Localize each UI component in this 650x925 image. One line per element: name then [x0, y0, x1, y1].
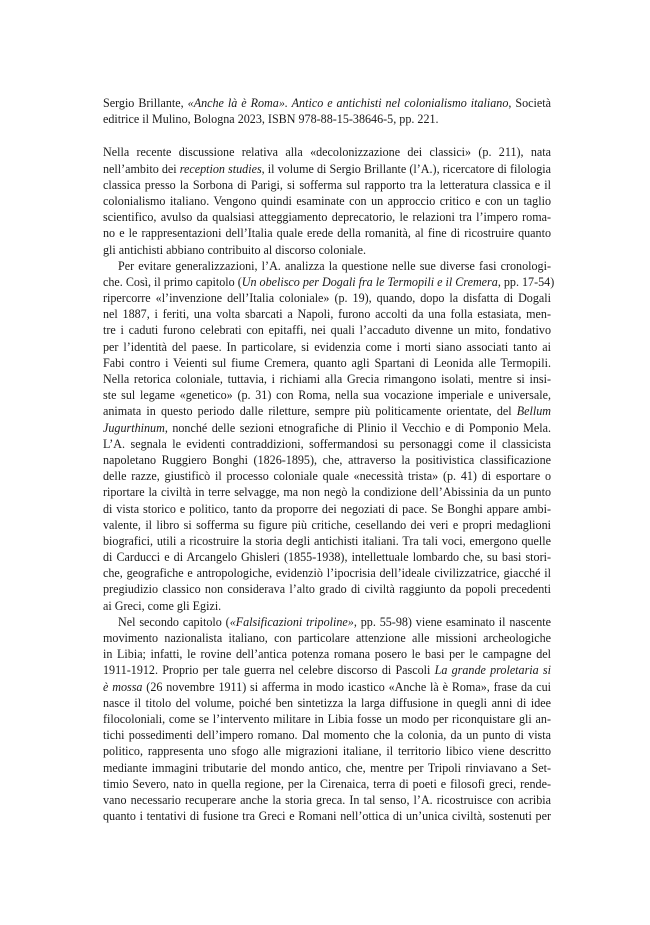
text-run: tre i caduti furono celebrati con epitaffi, nei quali l’accaduto divenne un mito, fondativo	[103, 323, 551, 338]
text-run: scientifico, avulso da qualsiasi atteggiamento deprecatorio, le relazioni tra l’impero roma-	[103, 210, 551, 225]
body-line	[103, 646, 551, 662]
text-run: gli antichisti abbiano contribuito al discorso coloniale.	[103, 242, 366, 257]
text-run: biografici, utili a ricostruire la storia degli antichisti italiani. Tra tali voci, emergono quelle	[103, 533, 551, 548]
text-run: , pp. 17-54)	[497, 274, 555, 289]
text-run: no e le rappresentazioni dell’Italia quale erede della romanità, al fine di ricostruire quanto	[103, 226, 551, 241]
body-line	[103, 436, 551, 452]
body-line	[103, 225, 551, 241]
body-line	[103, 161, 551, 177]
text-run: napoletano Ruggiero Bonghi (1826-1895), che, attraverso la positivistica classificazione	[103, 452, 551, 467]
header-line	[103, 95, 551, 111]
body-line	[103, 420, 551, 436]
body-line	[103, 581, 551, 597]
body-line	[103, 371, 551, 387]
body-line	[103, 711, 551, 727]
paragraph	[103, 144, 551, 257]
body-line	[103, 501, 551, 517]
text-run: , pp. 55-98) viene esaminato il nascente	[353, 614, 551, 629]
body-line	[103, 727, 551, 743]
body-line	[103, 743, 551, 759]
document-page	[103, 95, 555, 824]
italic-text-run: «Anche là è Roma». Antico e antichisti nel colonialismo italiano	[187, 96, 509, 110]
text-run: Nel secondo capitolo (	[118, 614, 230, 629]
text-run: nasce il titolo del volume, poiché ben sintetizza la larga diffusione in quegli anni di idee	[103, 695, 551, 710]
body-line	[103, 290, 551, 306]
body-line	[103, 258, 551, 274]
body-line	[103, 355, 551, 371]
text-run: movimento nazionalista italiano, con particolare attenzione alle missioni archeologiche	[103, 631, 551, 645]
text-run: mediante immagini tributarie del mondo antico, che, mentre per Tripoli rinviavano a Set-	[103, 760, 551, 775]
body-line	[103, 776, 551, 792]
body-line	[103, 760, 551, 776]
text-run: quanto i tentativi di fusione tra Greci e Romani nell’ottica di un’unica civiltà, sostenuti per	[103, 809, 551, 824]
text-run: editrice il Mulino, Bologna 2023, ISBN 978-88-15-38646-5, pp. 221.	[103, 112, 439, 127]
text-run: ste sul legame «genetico» (p. 31) con Roma, nella sua vocazione imperiale e universale,	[103, 388, 551, 403]
italic-text-run: è mossa	[103, 679, 143, 694]
body-line	[103, 695, 551, 711]
text-run: ripercorre «l’invenzione dell’Italia coloniale» (p. 19), quando, dopo la disfatta di Dogali	[103, 291, 551, 306]
body-line	[103, 339, 551, 355]
body-line	[103, 565, 551, 581]
text-run: 1911-1912. Proprio per tale guerra nel celebre discorso di Pascoli	[103, 663, 435, 678]
italic-text-run: Jugurthinum	[103, 420, 165, 435]
italic-text-run: La grande proletaria si	[434, 663, 551, 678]
text-run: animata in questo periodo dalle riletture, sempre più politicamente orientate, del	[103, 404, 517, 419]
text-run: pregiudizio classico non considerava l’alto grado di civiltà raggiunto da popoli precedenti	[103, 582, 551, 597]
body-line	[103, 662, 551, 678]
text-run: tichi possedimenti dell’impero romano. Dal momento che la colonia, da un punto di vista	[103, 728, 551, 743]
italic-text-run: «Falsificazioni tripoline»	[229, 614, 354, 629]
body-line	[103, 808, 551, 824]
italic-text-run: Un obelisco per Dogali fra le Termopili e il Cremera	[241, 274, 498, 289]
text-run: classica presso la Sorbona di Parigi, si sofferma sul rapporto tra la letteratura classica e il	[103, 177, 551, 192]
body-line	[103, 484, 551, 500]
body-line	[103, 517, 551, 533]
header-line	[103, 111, 551, 127]
body-line	[103, 387, 551, 403]
text-run: per l’identità del paese. In particolare, si evidenzia come i morti siano associati tanto ai	[103, 339, 551, 354]
text-run: colonialismo italiano. Vengono quindi esaminate con un approccio critico e con un taglio	[103, 193, 551, 208]
text-run: di vista storico e politico, tanto da proporre dei negoziati di pace. Se Bonghi appare ambi-	[103, 501, 551, 516]
text-run: che. Così, il primo capitolo (	[103, 274, 242, 289]
text-run: L’A. segnala le evidenti contraddizioni, soffermandosi su personaggi come il classicista	[103, 436, 551, 451]
body-line	[103, 549, 551, 565]
body-line	[103, 468, 551, 484]
text-run: vano necessario recuperare anche la storia greca. In tal senso, l’A. ricostruisce con acribia	[103, 792, 551, 807]
review-header	[103, 95, 551, 127]
text-run: Nella retorica coloniale, tuttavia, i richiami alla Grecia rimangono isolati, mentre si insi-	[103, 372, 551, 386]
body-line	[103, 177, 551, 193]
body-line	[103, 403, 551, 419]
text-run: filocoloniali, come se l’intervento militare in Libia fosse un modo per riconquistare gli an-	[103, 711, 551, 726]
text-run: in Libia; infatti, le rovine dell’antica potenza romana posero le basi per le campagne del	[103, 647, 551, 662]
body-line	[103, 209, 551, 225]
body-line	[103, 679, 551, 695]
section-spacer	[103, 127, 551, 144]
text-run: , Società	[508, 96, 551, 110]
text-run: , il volume di Sergio Brillante (l’A.), ricercatore di filologia	[261, 161, 551, 176]
text-run: timio Severo, nato in quella regione, per la Cirenaica, terra di poeti e filosofi greci, rende-	[103, 776, 551, 791]
text-run: Fabi contro i Veienti sul fiume Cremera, quanto agli Spartani di Leonida alle Termopili.	[103, 355, 551, 370]
italic-text-run: Bellum	[516, 404, 551, 419]
text-run: che, geografiche e antropologiche, evidenziò l’ipocrisia dell’ideale civilizzatrice, giacché il	[103, 566, 551, 581]
body-line	[103, 322, 551, 338]
body-line	[103, 193, 551, 209]
text-run: nel 1887, i feriti, una volta sbarcati a Napoli, furono accolti da una folla estasiata, men-	[103, 307, 551, 322]
body-line	[103, 630, 551, 646]
text-run: (26 novembre 1911) si afferma in modo icastico «Anche là è Roma», frase da cui	[142, 679, 551, 694]
paragraph	[103, 258, 555, 614]
review-body	[103, 144, 555, 824]
body-line	[103, 306, 551, 322]
body-line	[103, 614, 551, 630]
body-line	[103, 274, 555, 290]
paragraph	[103, 614, 551, 824]
text-run: , nonché delle sezioni etnografiche di Plinio il Vecchio e di Pomponio Mela.	[164, 420, 551, 435]
body-line	[103, 242, 551, 258]
text-run: delle razze, giustificò il processo coloniale quale «necessità trista» (p. 41) di esportare o	[103, 469, 551, 484]
text-run: politico, rappresenta uno sfogo alle migrazioni italiane, il territorio libico viene descritto	[103, 744, 551, 759]
body-line	[103, 452, 551, 468]
text-run: Per evitare generalizzazioni, l’A. analizza la questione nelle sue diverse fasi cronologi-	[118, 258, 551, 273]
text-run: valente, il libro si sofferma su figure più critiche, cesellando dei veri e propri medaglioni	[103, 517, 551, 532]
body-line	[103, 598, 551, 614]
text-run: di Carducci e di Arcangelo Ghisleri (1855-1938), intellettuale lombardo che, su basi stori-	[103, 550, 551, 565]
body-line	[103, 792, 551, 808]
body-line	[103, 144, 551, 160]
text-run: Sergio Brillante,	[103, 96, 188, 110]
text-run: Nella recente discussione relativa alla «decolonizzazione dei classici» (p. 211), nata	[103, 145, 551, 160]
italic-text-run: reception studies	[179, 161, 262, 176]
text-run: riportare la civiltà in terre selvagge, ma non negò la condizione dell’Abissinia da un punto	[103, 485, 551, 500]
body-line	[103, 533, 551, 549]
text-run: ai Greci, come gli Egizi.	[103, 598, 222, 613]
text-run: nell’ambito dei	[103, 161, 180, 176]
